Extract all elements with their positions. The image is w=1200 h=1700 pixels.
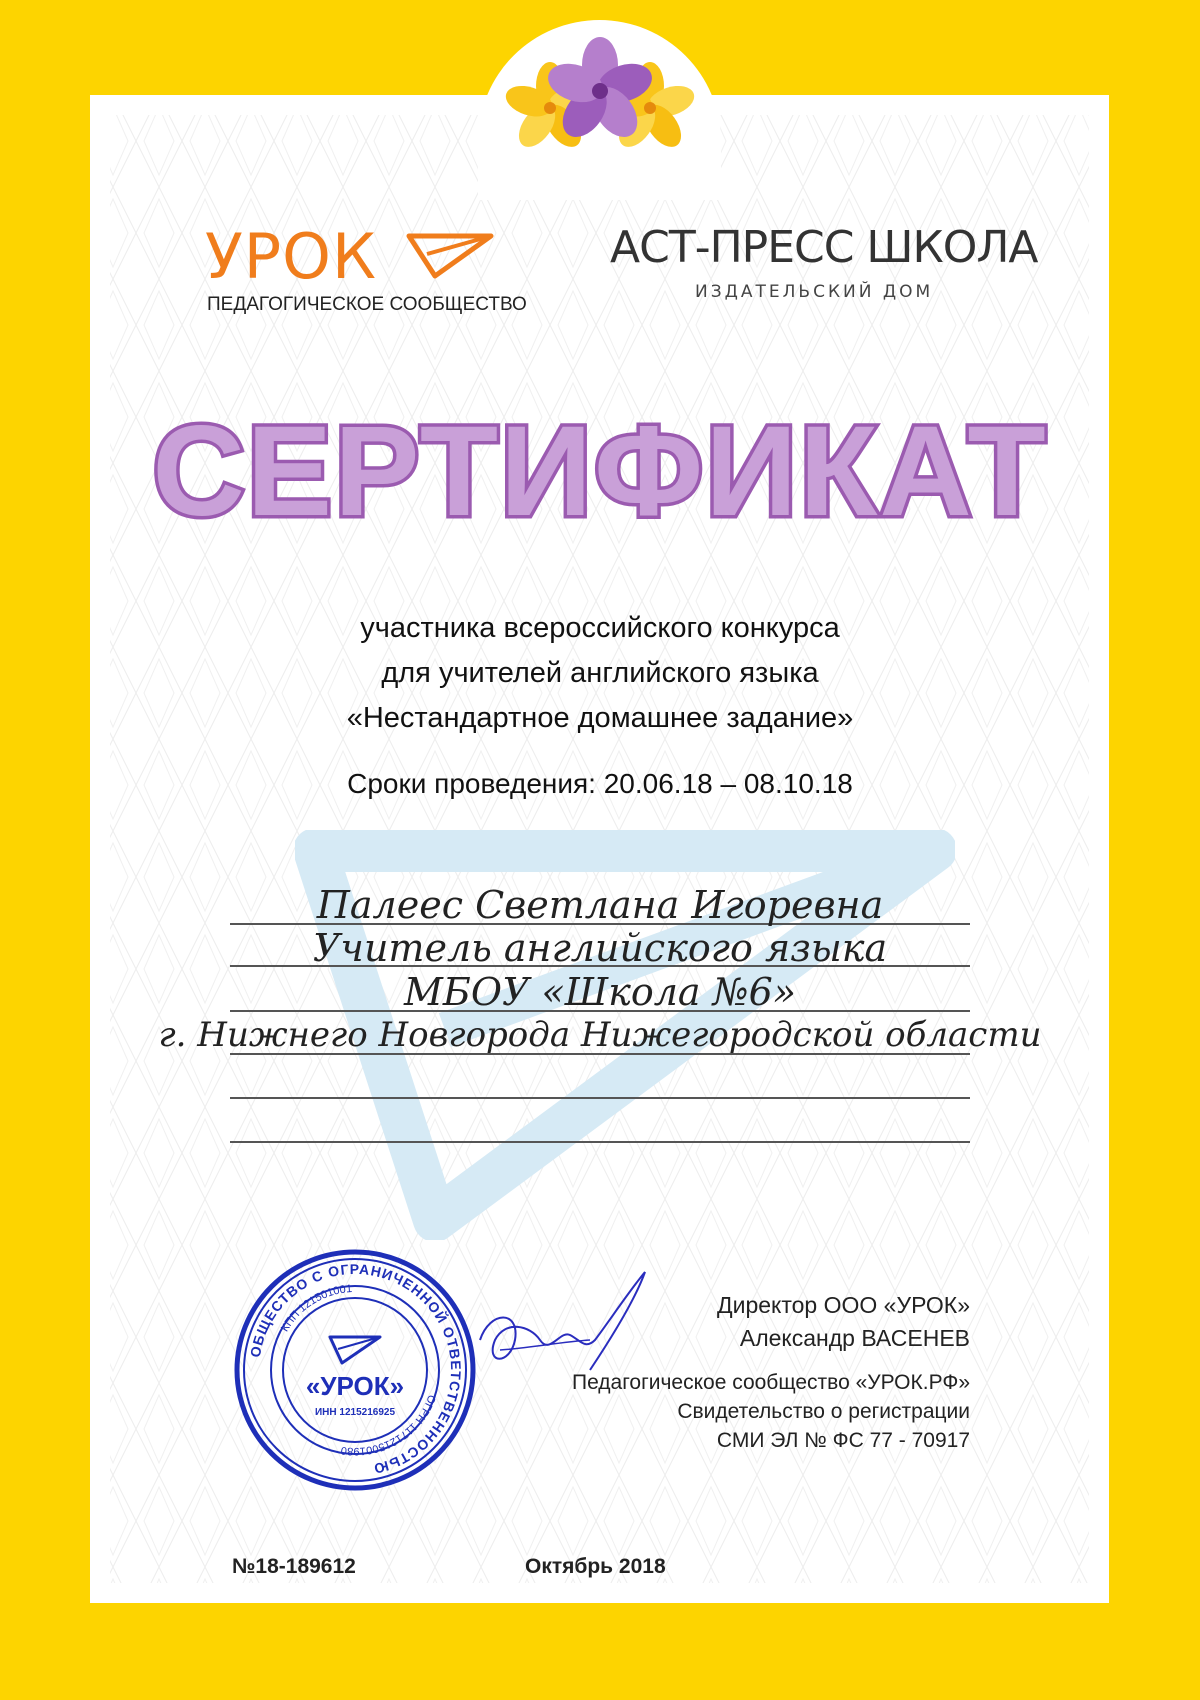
underline-5 xyxy=(230,1097,970,1099)
signatory-name: Александр ВАСЕНЕВ xyxy=(739,1325,970,1351)
urok-logo-word: УРОК xyxy=(205,220,377,293)
signatory-position: Директор ООО «УРОК» xyxy=(717,1292,970,1318)
stamp-plane-icon xyxy=(330,1337,380,1363)
stamp-kpp: КПП 121501001 xyxy=(278,1283,353,1334)
svg-text:ОБЩЕСТВО С ОГРАНИЧЕННОЙ ОТВЕТС xyxy=(247,1261,464,1477)
flowers-icon xyxy=(500,36,700,156)
ast-press-tagline: ИЗДАТЕЛЬСКИЙ ДОМ xyxy=(695,282,934,302)
contest-dates: Сроки проведения: 20.06.18 – 08.10.18 xyxy=(347,768,853,799)
registration-number: СМИ ЭЛ № ФС 77 - 70917 xyxy=(716,1429,970,1452)
paper-plane-icon xyxy=(405,230,495,280)
certificate-date: Октябрь 2018 xyxy=(525,1555,666,1578)
ast-press-logo xyxy=(610,222,1038,312)
recipient-position: Учитель английского языка xyxy=(312,926,888,970)
stamp-ring-text: ОБЩЕСТВО С ОГРАНИЧЕННОЙ ОТВЕТСТВЕННОСТЬЮ xyxy=(246,1260,465,1478)
registration-certificate: Свидетельство о регистрации xyxy=(677,1400,970,1423)
underline-6 xyxy=(230,1141,970,1143)
ast-press-title: АСТ-ПРЕСС ШКОЛА xyxy=(610,222,1038,273)
stamp-inn: ИНН 1215216925 xyxy=(314,1407,396,1418)
certificate-title-text: СЕРТИФИКАТ xyxy=(152,400,1048,543)
signatory-org: Педагогическое сообщество «УРОК.РФ» xyxy=(571,1371,970,1394)
description-line-3: «Нестандартное домашнее задание» xyxy=(346,702,854,734)
recipient-school: МБОУ «Школа №6» xyxy=(403,970,797,1014)
urok-logo xyxy=(205,220,527,322)
recipient-city: г. Нижнего Новгорода Нижегородской области xyxy=(158,1015,1042,1055)
certificate-number: №18-189612 xyxy=(232,1555,356,1578)
stamp-ogrn: ОГРН 1171215001980 xyxy=(340,1393,438,1458)
certificate-title xyxy=(0,395,1200,545)
stamp-center-name: «УРОК» xyxy=(305,1371,405,1401)
description-line-1: участника всероссийского конкурса xyxy=(360,612,840,644)
description-line-2: для учителей английского языка xyxy=(381,657,819,689)
recipient-name: Палеес Светлана Игоревна xyxy=(316,883,884,927)
company-stamp xyxy=(230,1245,480,1495)
urok-logo-tagline: ПЕДАГОГИЧЕСКОЕ СООБЩЕСТВО xyxy=(207,294,527,315)
